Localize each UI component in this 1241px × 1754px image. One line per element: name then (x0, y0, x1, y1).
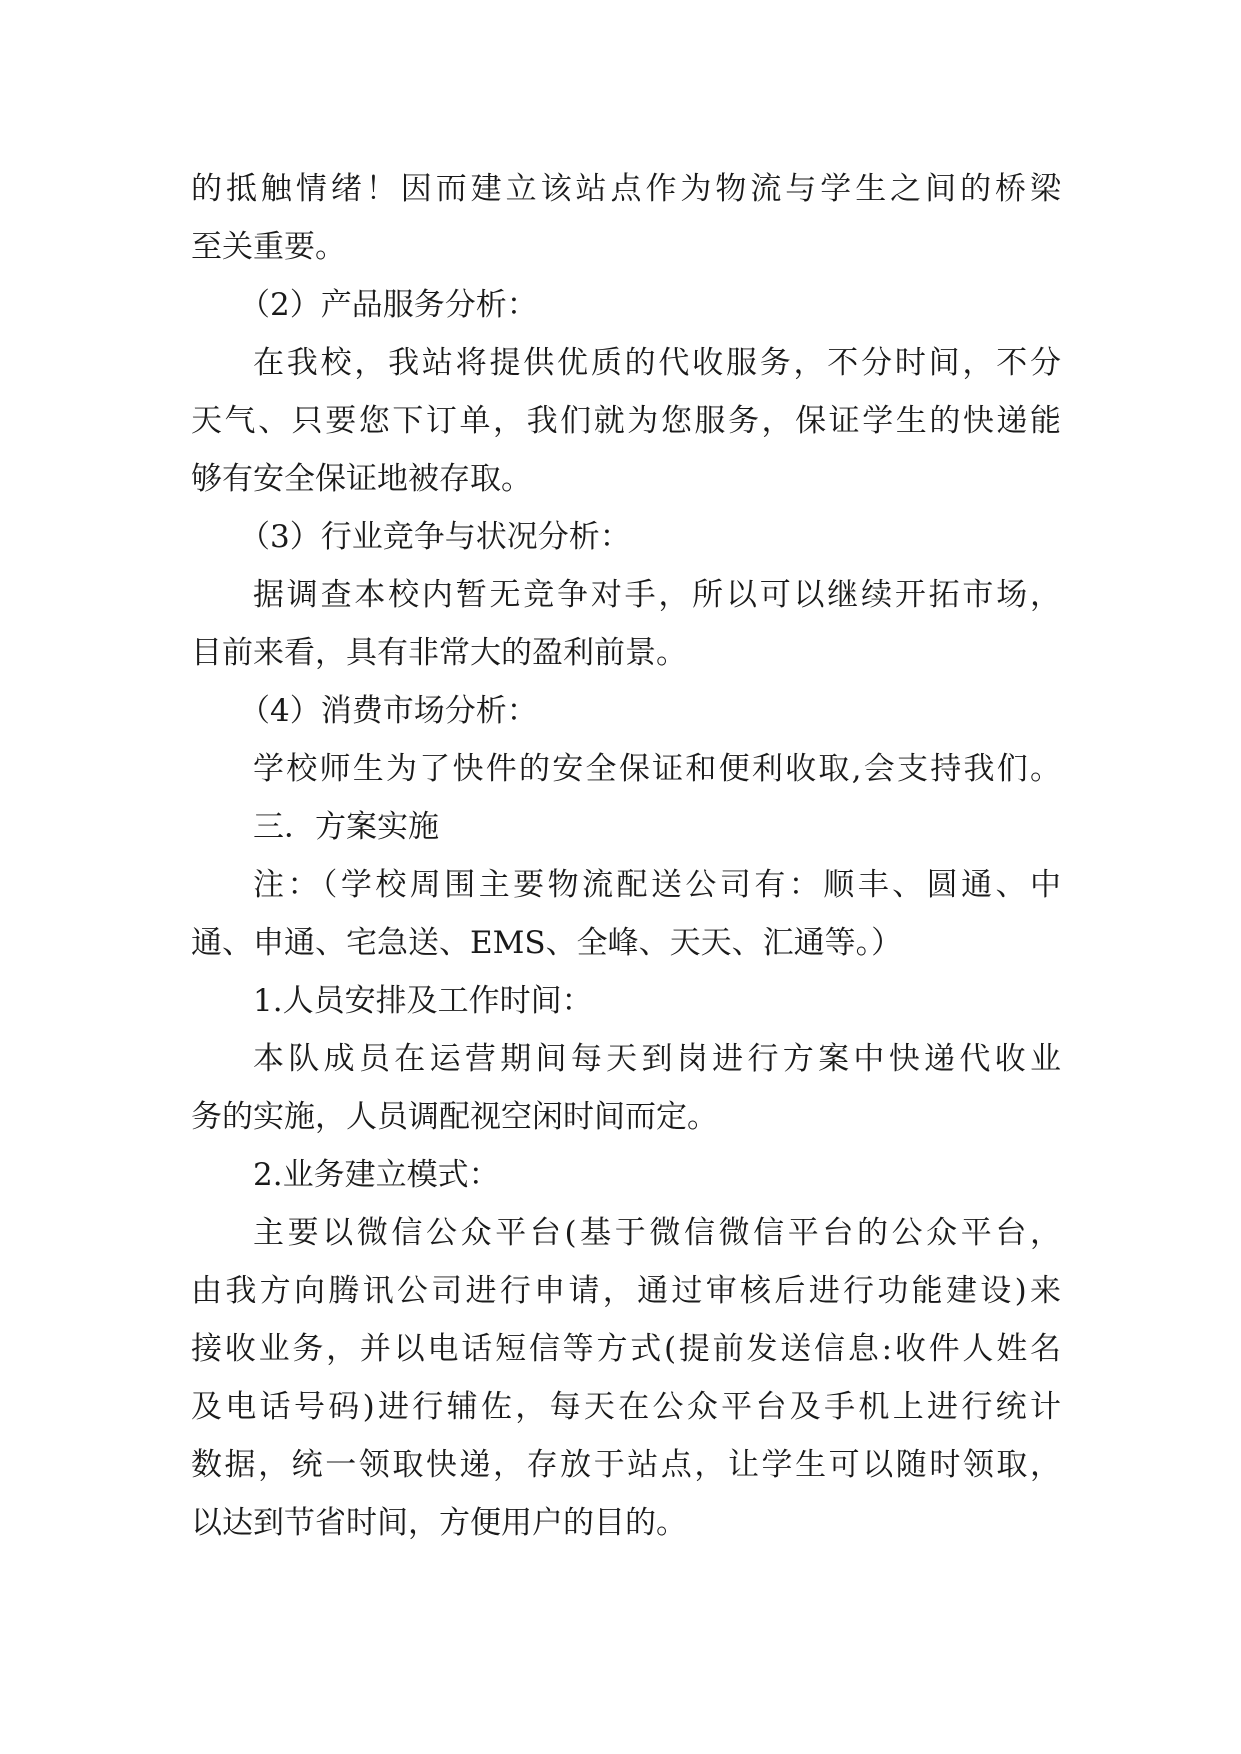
paragraph-line: 务的实施，人员调配视空闲时间而定。 (191, 1099, 718, 1135)
paragraph-line: 数据，统一领取快递，存放于站点，让学生可以随时领取， (191, 1447, 1061, 1483)
paragraph-line: 目前来看，具有非常大的盈利前景。 (191, 635, 687, 671)
paragraph-line: 本队成员在运营期间每天到岗进行方案中快递代收业 (253, 1041, 1061, 1077)
paragraph-line: 以达到节省时间，方便用户的目的。 (191, 1505, 687, 1541)
paragraph-line: 的抵触情绪！因而建立该站点作为物流与学生之间的桥梁 (191, 171, 1061, 207)
paragraph-line: 注：（学校周围主要物流配送公司有：顺丰、圆通、中 (253, 867, 1061, 903)
paragraph-line: 天气、只要您下订单，我们就为您服务，保证学生的快递能 (191, 403, 1061, 439)
paragraph-line: 通、申通、宅急送、EMS、全峰、天天、汇通等。） (191, 925, 903, 961)
paragraph-line: 及电话号码)进行辅佐，每天在公众平台及手机上进行统计 (191, 1389, 1061, 1425)
subheading: 2.业务建立模式： (253, 1157, 500, 1193)
paragraph-line: 主要以微信公众平台(基于微信微信平台的公众平台， (253, 1215, 1061, 1251)
paragraph-line: 据调查本校内暂无竞争对手，所以可以继续开拓市场， (253, 577, 1061, 613)
subheading: （4）消费市场分析： (239, 693, 538, 729)
paragraph-line: 在我校，我站将提供优质的代收服务，不分时间，不分 (253, 345, 1061, 381)
document-body (191, 160, 1061, 1552)
subheading: 1.人员安排及工作时间： (253, 983, 593, 1019)
paragraph-line: 学校师生为了快件的安全保证和便利收取,会支持我们。 (253, 751, 1061, 787)
paragraph-line: 由我方向腾讯公司进行申请，通过审核后进行功能建设)来 (191, 1273, 1061, 1309)
subheading: （2）产品服务分析： (239, 287, 538, 323)
paragraph-line: 至关重要。 (191, 229, 346, 265)
paragraph-line: 够有安全保证地被存取。 (191, 461, 532, 497)
paragraph-line: 接收业务，并以电话短信等方式(提前发送信息:收件人姓名 (191, 1331, 1061, 1367)
subheading: （3）行业竞争与状况分析： (239, 519, 631, 555)
section-heading: 三．方案实施 (253, 809, 439, 845)
